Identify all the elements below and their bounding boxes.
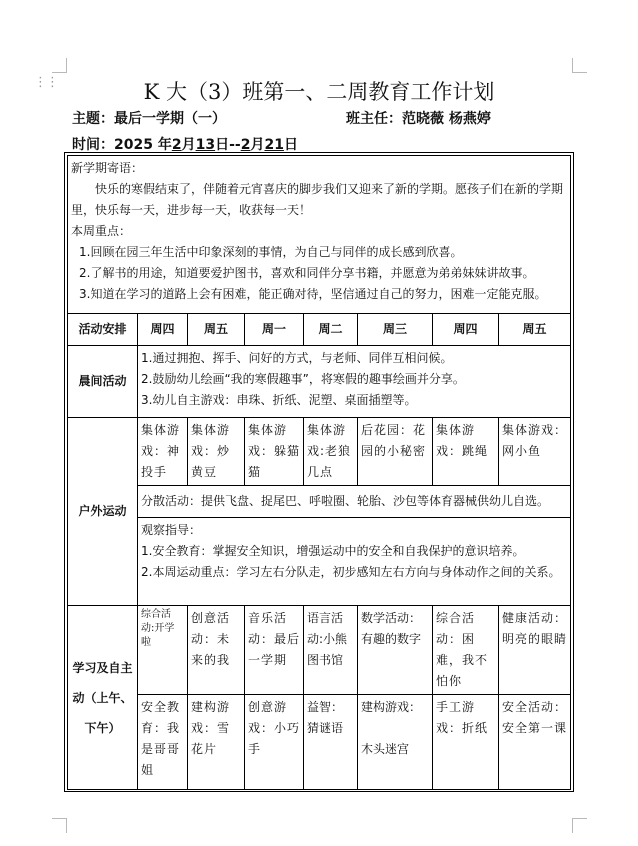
learning-cell: 建构游戏：雪花片 — [188, 695, 245, 790]
page-corner-mark — [52, 818, 67, 833]
guidance-heading: 观察指导： — [141, 523, 202, 537]
end-month: 2 — [240, 137, 251, 153]
focus-item: 2.了解书的用途，知道要爱护图书，喜欢和同伴分享书籍，并愿意为弟弟妹妹讲故事。 — [79, 266, 535, 280]
game-cell: 集体游戏：网小鱼 — [499, 418, 571, 486]
start-month: 2 — [171, 137, 182, 153]
header-day: 周四 — [433, 314, 499, 346]
start-day: 13 — [195, 137, 216, 153]
outdoor-games-row — [68, 418, 571, 486]
focus-heading: 本周重点： — [71, 224, 132, 238]
learning-cell: 健康活动：明亮的眼睛 — [499, 606, 571, 695]
game-cell: 集体游戏：跳绳 — [433, 418, 499, 486]
time-line — [72, 134, 298, 154]
drag-handle-icon[interactable]: ⋮⋮ — [34, 75, 58, 90]
free-play-cell: 分散活动：提供飞盘、捉尾巴、呼啦圈、轮胎、沙包等体育器械供幼儿自选。 — [138, 486, 571, 518]
learning-row — [68, 606, 571, 695]
time-prefix: 时间：2025 年 — [72, 137, 172, 153]
learning-cell: 安全活动：安全第一课 — [499, 695, 571, 790]
game-cell: 后花园：花园的小秘密 — [358, 418, 433, 486]
morning-item: 3.幼儿自主游戏：串珠、折纸、泥塑、桌面插塑等。 — [141, 393, 417, 407]
game-cell: 集体游戏：炒黄豆 — [188, 418, 245, 486]
outdoor-label: 户外运动 — [68, 418, 138, 606]
page-corner-mark — [572, 818, 587, 833]
page-corner-mark — [52, 58, 67, 73]
header-activity: 活动安排 — [68, 314, 138, 346]
learning-label: 学习及自主动（上午、下午） — [68, 606, 138, 790]
learning-cell: 安全教育：我是哥哥姐 — [138, 695, 188, 790]
focus-item: 3.知道在学习的道路上会有困难，能正确对待，坚信通过自己的努力，困难一定能克服。 — [79, 287, 547, 301]
learning-cell: 创意游戏：小巧手 — [245, 695, 304, 790]
morning-item: 1.通过拥抱、挥手、问好的方式，与老师、同伴互相问候。 — [141, 351, 453, 365]
learning-cell: 手工游戏：折纸 — [433, 695, 499, 790]
morning-row — [68, 346, 571, 418]
intro-heading: 新学期寄语： — [71, 161, 144, 175]
learning-cell: 语言活动:小熊图书馆 — [304, 606, 358, 695]
learning-cell: 综合活动：困难，我不怕你 — [433, 606, 499, 695]
learning-cell: 创意活动：未来的我 — [188, 606, 245, 695]
plan-table — [67, 155, 571, 790]
learning-cell: 数学活动：有趣的数字 — [358, 606, 433, 695]
teacher-label: 班主任：范晓薇 杨燕婷 — [346, 111, 491, 127]
guidance-item: 1.安全教育：掌握安全知识，增强运动中的安全和自我保护的意识培养。 — [141, 544, 525, 558]
focus-item: 1.回顾在园三年生活中印象深刻的事情，为自己与同伴的成长感到欣喜。 — [79, 245, 463, 259]
header-day: 周二 — [304, 314, 358, 346]
time-text: 日 — [283, 137, 298, 153]
morning-label: 晨间活动 — [68, 346, 138, 418]
header-day: 周五 — [499, 314, 571, 346]
header-day: 周一 — [245, 314, 304, 346]
intro-message: 快乐的寒假结束了，伴随着元宵喜庆的脚步我们又迎来了新的学期。愿孩子们在新的学期里，快乐每一天，进步每一天，收获每一天！ — [71, 182, 564, 217]
learning-cell: 音乐活动：最后一学期 — [245, 606, 304, 695]
header-day: 周五 — [188, 314, 245, 346]
morning-cell — [138, 346, 571, 418]
time-text: 日-- — [215, 137, 241, 153]
morning-item: 2.鼓励幼儿绘画“我的寒假趣事”，将寒假的趣事绘画并分享。 — [141, 372, 465, 386]
game-cell: 集体游戏:老狼几点 — [304, 418, 358, 486]
learning-cell: 益智：猜谜语 — [304, 695, 358, 790]
game-cell: 集体游戏：躲猫猫 — [245, 418, 304, 486]
learning-cell: 综合活动:开学啦 — [138, 606, 188, 695]
time-text: 月 — [181, 137, 196, 153]
time-text: 月 — [250, 137, 265, 153]
guidance-cell — [138, 518, 571, 606]
guidance-item: 2.本周运动重点：学习左右分队走，初步感知左右方向与身体动作之间的关系。 — [141, 565, 561, 579]
header-day: 周三 — [358, 314, 433, 346]
learning-row — [68, 695, 571, 790]
header-day: 周四 — [138, 314, 188, 346]
page-title: K 大（3）班第一、二周教育工作计划 — [143, 80, 495, 104]
learning-cell: 建构游戏： 木头迷宫 — [358, 695, 433, 790]
theme-label: 主题：最后一学期（一） — [72, 111, 226, 127]
intro-cell — [68, 156, 571, 314]
schedule-header-row — [68, 314, 571, 346]
game-cell: 集体游戏：神投手 — [138, 418, 188, 486]
page-corner-mark — [572, 58, 587, 73]
end-day: 21 — [264, 137, 284, 153]
